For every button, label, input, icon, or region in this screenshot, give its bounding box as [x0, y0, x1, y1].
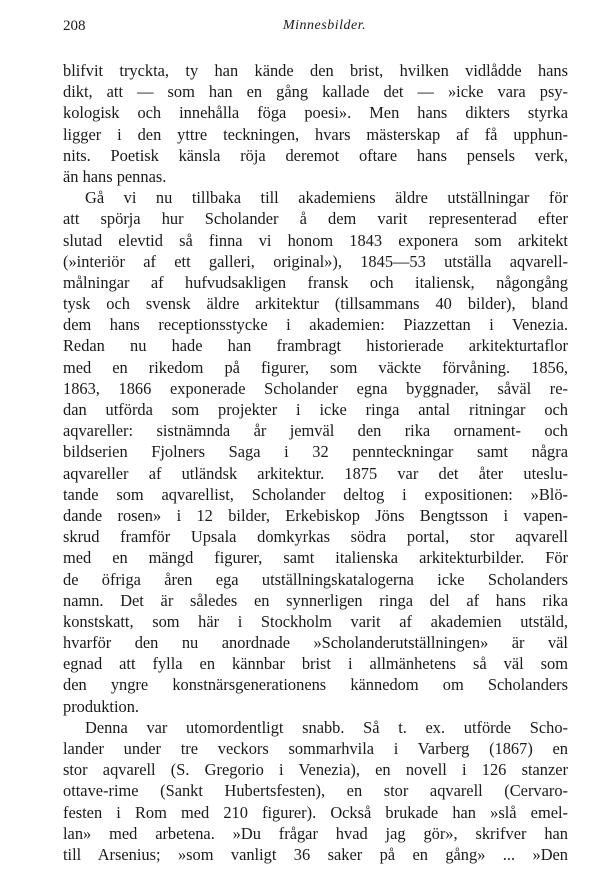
text-line: målningar af hufvudsakligen fransk och italiensk, någongång	[63, 272, 568, 292]
text-line: lan» med arbetena. »Du frågar hvad jag gör», skrifver han	[63, 823, 568, 843]
text-line: blifvit tryckta, ty han kände den brist, hvilken vidlådde hans	[63, 61, 568, 80]
text-line: 1863, 1866 exponerade Scholander egna byggnader, såväl re-	[63, 378, 568, 398]
text-line: ligger i den yttre teckningen, hvars mästerskap af få upphun-	[63, 124, 568, 144]
text-line: (»interiör af ett galleri, original»), 1845—53 utställa aqvarell-	[63, 251, 568, 271]
text-line: festen i Rom med 210 figurer). Också brukade han »slå emel-	[63, 802, 568, 822]
text-line: ottave-rime (Sankt Hubertsfesten), en stor aqvarell (Cervaro-	[63, 781, 568, 801]
text-line: konstskatt, som här i Stockholm varit af akademien utstäld,	[63, 611, 568, 631]
text-line: dikt, att — som han en gång kallade det — »icke vara psy-	[63, 82, 568, 102]
text-line: den yngre konstnärsgenerationens kännedom om Scholanders	[63, 675, 568, 695]
text-line: aqvareller af utländsk arkitektur. 1875 var det åter uteslu-	[63, 463, 568, 483]
text-line: namn. Det är således en synnerligen ringa del af hans rika	[63, 590, 568, 610]
text-line: Redan nu hade han frambragt historierade arkitekturtaflor	[63, 336, 568, 356]
text-line: produktion.	[63, 696, 140, 716]
text-line: Gå vi nu tillbaka till akademiens äldre utställningar för	[85, 188, 568, 208]
text-line: Denna var utomordentligt snabb. Så t. ex. utförde Scho-	[85, 717, 568, 737]
text-line: de öfriga åren ega utställningskatalogerna icke Scholanders	[63, 569, 568, 589]
text-line: lander under tre veckors sommarhvila i Varberg (1867) en	[63, 739, 568, 758]
text-line: dan utförda som projekter i icke ringa antal ritningar och	[63, 400, 568, 419]
text-line: kologisk och innehålla föga poesi». Men hans dikters styrka	[63, 103, 568, 123]
running-title: Minnesbilder.	[283, 18, 367, 33]
text-line: aqvareller: sistnämnda år jemväl den rika ornament- och	[63, 421, 568, 441]
text-line: med en rikedom på figurer, som väckte förvåning. 1856,	[63, 357, 568, 377]
text-line: bildserien Fjolners Saga i 32 pennteckningar samt några	[63, 442, 568, 462]
text-line: tysk och svensk äldre arkitektur (tillsammans 40 bilder), bland	[63, 294, 568, 314]
text-line: skrud framför Upsala domkyrkas södra portal, stor aqvarell	[63, 527, 568, 547]
text-line: nits. Poetisk känsla röja deremot oftare hans pensels verk,	[63, 145, 568, 165]
text-line: slutad elevtid så finna vi honom 1843 exponera som arkitekt	[63, 230, 568, 250]
page-number: 208	[63, 18, 86, 34]
text-line: tande som aqvarellist, Scholander deltog i expositionen: »Blö-	[63, 484, 568, 504]
text-line: dande rosen» i 12 bilder, Erkebiskop Jöns Bengtsson i vapen-	[63, 505, 568, 525]
page-header	[63, 18, 568, 40]
text-line: hvarför den nu anordnade »Scholanderutställningen» är väl	[63, 633, 568, 653]
text-line: än hans pennas.	[63, 166, 167, 186]
text-line: att spörja hur Scholander å dem varit representerad efter	[63, 209, 568, 229]
text-line: till Arsenius; »som vanligt 36 saker på en gång» ... »Den	[63, 844, 568, 864]
text-line: stor aqvarell (S. Gregorio i Venezia), en novell i 126 stanzer	[63, 760, 568, 780]
text-line: dem hans receptionsstycke i akademien: Piazzettan i Venezia.	[63, 315, 568, 335]
text-line: med en mängd figurer, samt italienska arkitekturbilder. För	[63, 548, 568, 568]
body-text	[63, 60, 568, 865]
text-line: egnad att fylla en kännbar brist i allmänhetens så väl som	[63, 654, 568, 674]
